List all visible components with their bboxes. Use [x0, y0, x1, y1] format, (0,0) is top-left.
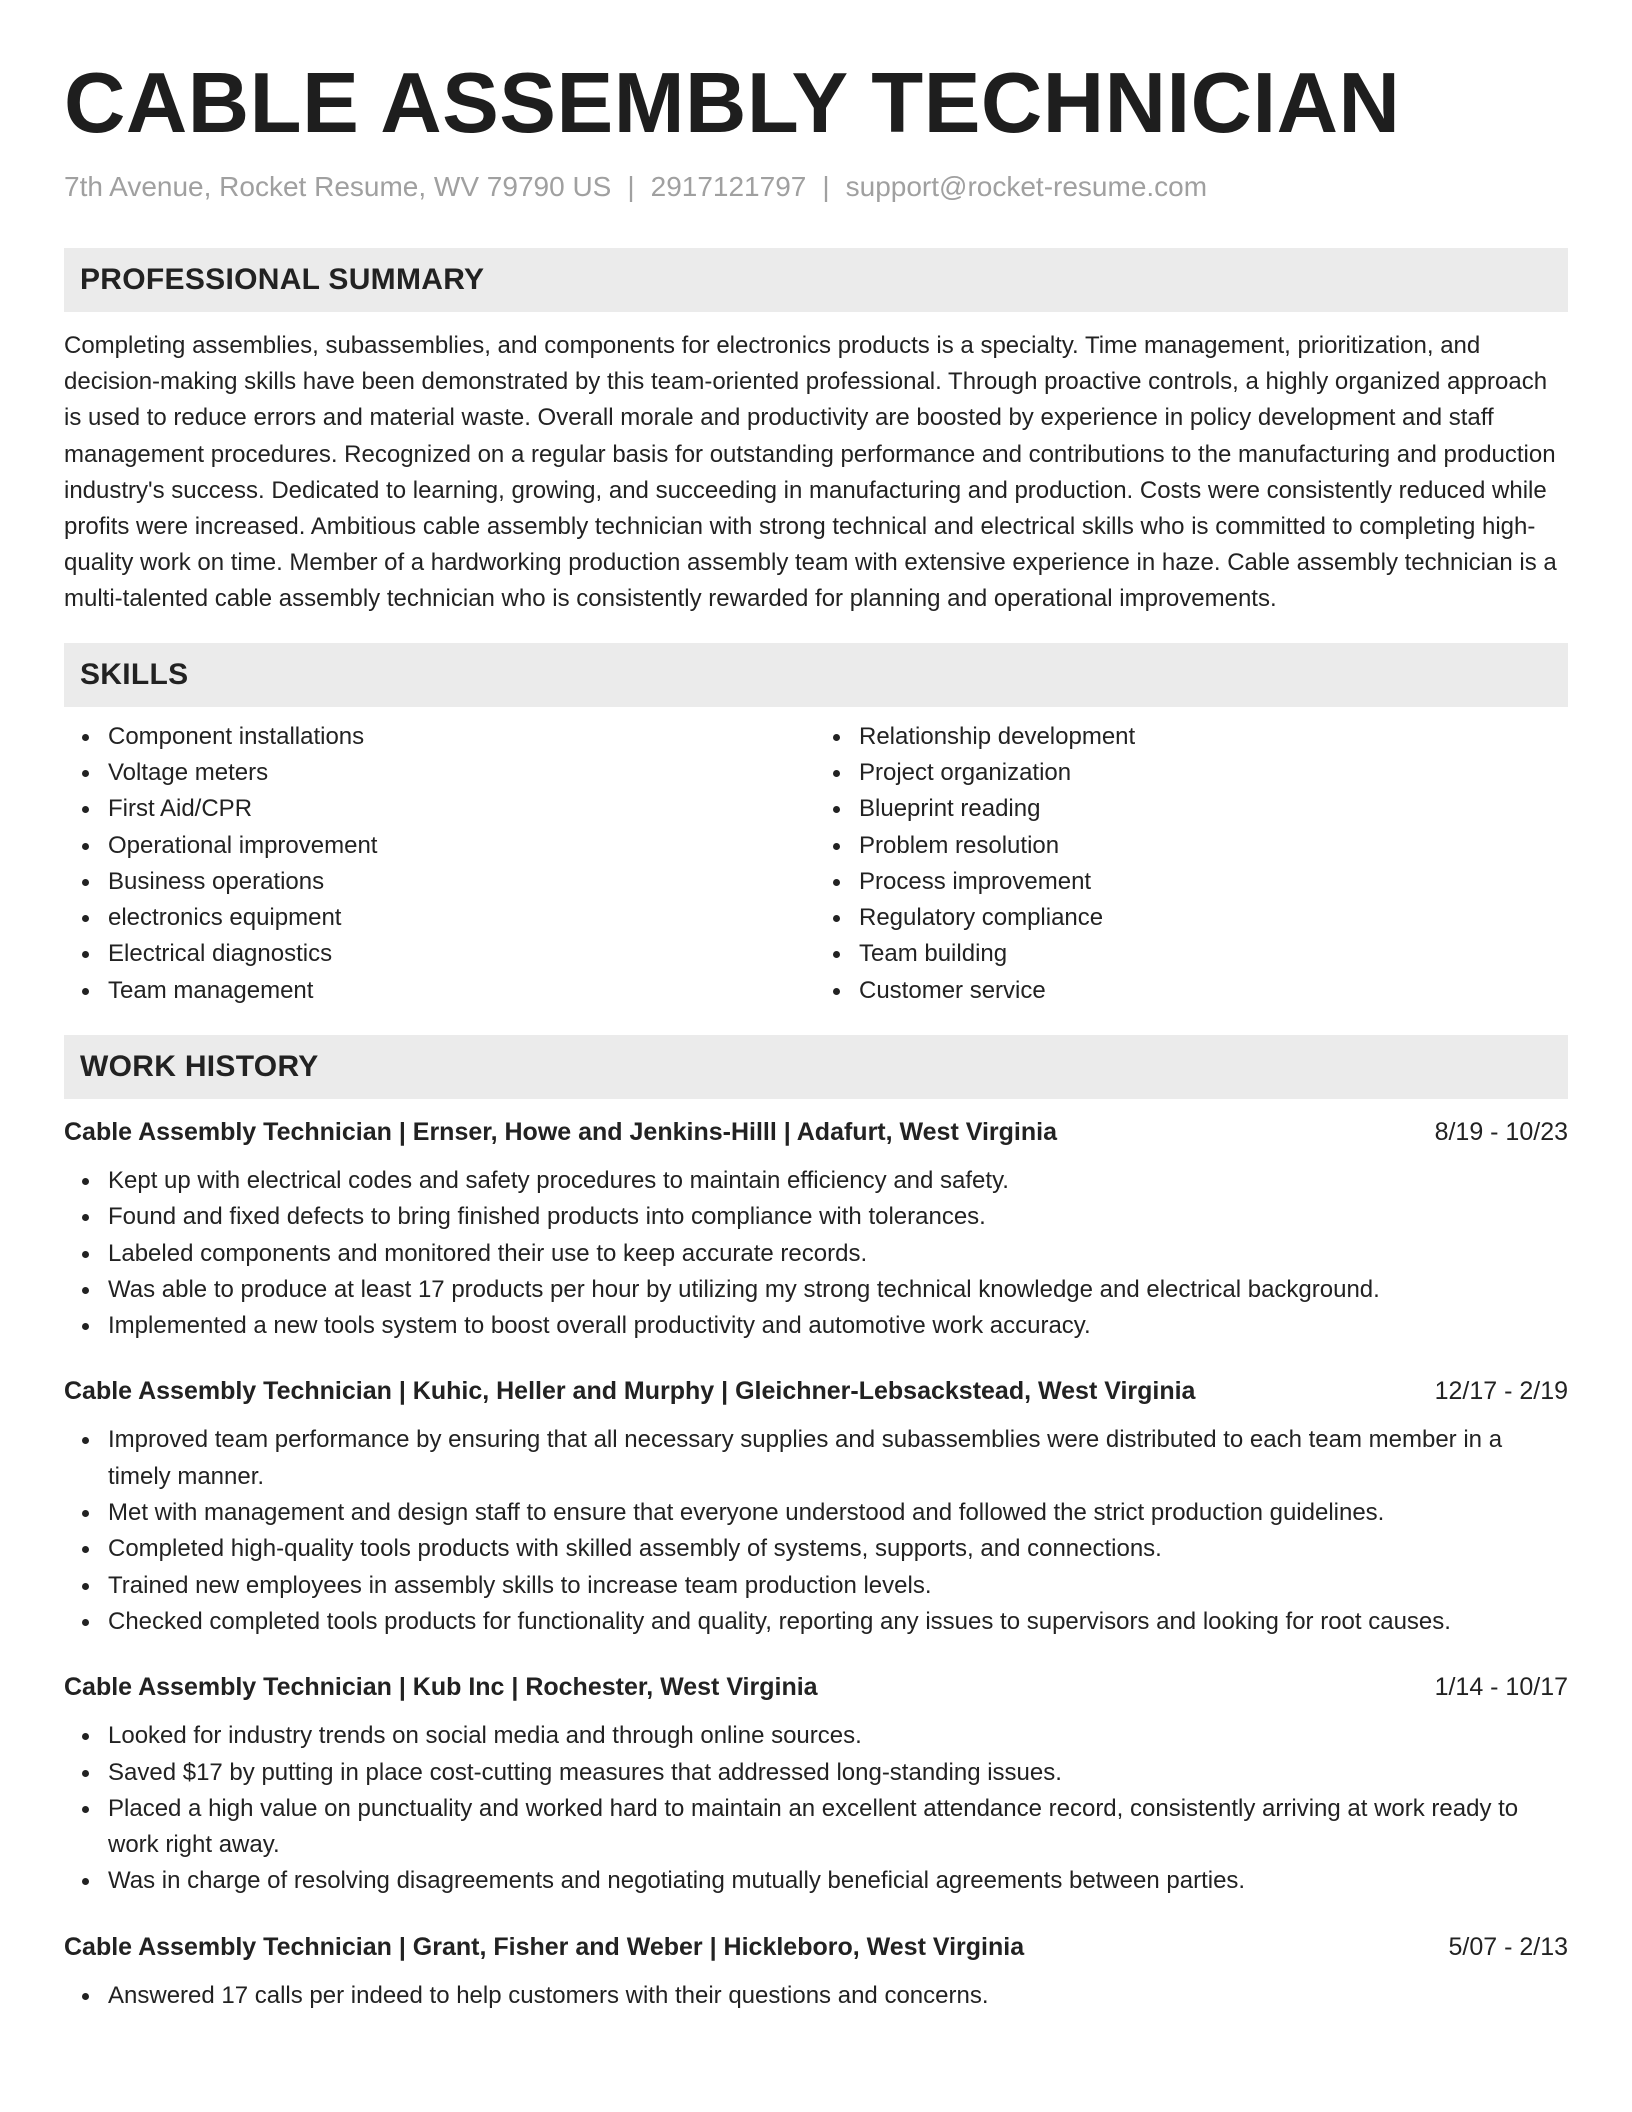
section-header-skills: SKILLS — [64, 643, 1568, 707]
job-bullet: Trained new employees in assembly skills to increase team production levels. — [108, 1568, 1568, 1604]
contact-line — [64, 170, 1568, 204]
job-dates: 1/14 - 10/17 — [1434, 1673, 1568, 1702]
contact-email: support@rocket-resume.com — [845, 171, 1208, 202]
skill-item: Problem resolution — [859, 828, 1568, 864]
job-bullet: Labeled components and monitored their use to keep accurate records. — [108, 1236, 1568, 1272]
skill-item: Blueprint reading — [859, 791, 1568, 827]
job-entry — [64, 1115, 1568, 1344]
job-bullet: Saved $17 by putting in place cost-cutting measures that addressed long-standing issues. — [108, 1755, 1568, 1791]
contact-phone: 2917121797 — [650, 171, 807, 202]
resume-page — [64, 0, 1568, 2014]
job-dates: 12/17 - 2/19 — [1434, 1377, 1568, 1406]
job-bullet: Kept up with electrical codes and safety procedures to maintain efficiency and safety. — [108, 1163, 1568, 1199]
skill-item: Project organization — [859, 755, 1568, 791]
job-title: Cable Assembly Technician | Kub Inc | Rochester, West Virginia — [64, 1673, 818, 1702]
skill-item: Operational improvement — [108, 828, 817, 864]
job-header — [64, 1374, 1568, 1408]
job-bullet: Placed a high value on punctuality and worked hard to maintain an excellent attendance record, consistently arriving at work ready to work right away. — [108, 1791, 1568, 1864]
skill-item: Process improvement — [859, 864, 1568, 900]
skill-item: First Aid/CPR — [108, 791, 817, 827]
job-title: Cable Assembly Technician | Ernser, Howe and Jenkins-Hilll | Adafurt, West Virginia — [64, 1118, 1057, 1146]
skill-item: Customer service — [859, 973, 1568, 1009]
skill-item: Team management — [108, 973, 817, 1009]
section-header-work-history: WORK HISTORY — [64, 1035, 1568, 1099]
job-header — [64, 1115, 1568, 1149]
job-bullet: Checked completed tools products for functionality and quality, reporting any issues to supervisors and looking for root causes. — [108, 1604, 1568, 1640]
job-bullet: Was able to produce at least 17 products per hour by utilizing my strong technical knowledge and electrical background. — [108, 1272, 1568, 1308]
skill-item: Business operations — [108, 864, 817, 900]
job-entry — [64, 1374, 1568, 1640]
skill-item: Component installations — [108, 719, 817, 755]
skill-item: Team building — [859, 936, 1568, 972]
section-header-summary: PROFESSIONAL SUMMARY — [64, 248, 1568, 312]
skill-item: Regulatory compliance — [859, 900, 1568, 936]
contact-separator: | — [822, 171, 830, 202]
job-dates: 8/19 - 10/23 — [1434, 1118, 1568, 1146]
job-bullet: Looked for industry trends on social media and through online sources. — [108, 1718, 1568, 1754]
job-bullet: Improved team performance by ensuring that all necessary supplies and subassemblies were distributed to each team member in a timely manner. — [108, 1422, 1568, 1495]
job-entry — [64, 1930, 1568, 2014]
job-bullet: Completed high-quality tools products with skilled assembly of systems, supports, and connections. — [108, 1531, 1568, 1567]
skill-item: electronics equipment — [108, 900, 817, 936]
job-bullets — [64, 1422, 1568, 1640]
job-bullets — [64, 1163, 1568, 1344]
job-bullet: Implemented a new tools system to boost overall productivity and automotive work accuracy. — [108, 1308, 1568, 1344]
skills-grid — [64, 719, 1568, 1009]
job-entry — [64, 1670, 1568, 1899]
job-bullet: Found and fixed defects to bring finished products into compliance with tolerances. — [108, 1199, 1568, 1235]
job-dates: 5/07 - 2/13 — [1448, 1932, 1568, 1961]
skills-column-right — [817, 719, 1568, 1009]
contact-separator: | — [627, 171, 635, 202]
job-bullet: Met with management and design staff to ensure that everyone understood and followed the strict production guidelines. — [108, 1495, 1568, 1531]
resume-name: CABLE ASSEMBLY TECHNICIAN — [64, 56, 1401, 151]
job-header — [64, 1930, 1568, 1964]
skills-column-left — [64, 719, 817, 1009]
skill-item: Electrical diagnostics — [108, 936, 817, 972]
summary-text: Completing assemblies, subassemblies, and components for electronics products is a specialty. Time management, prioritization, and decision-making skills have been demonstrated by this team-oriented professional. Through proactive controls, a highly organized approach is used to reduce errors and material waste. Overall morale and productivity are boosted by experience in policy development and staff management procedures. Recognized on a regular basis for outstanding performance and contributions to the manufacturing and production industry's success. Dedicated to learning, growing, and succeeding in manufacturing and production. Costs were consistently reduced while profits were increased. Ambitious cable assembly technician with strong technical and electrical skills who is committed to completing high-quality work on time. Member of a hardworking production assembly team with extensive experience in haze. Cable assembly technician is a multi-talented cable assembly technician who is consistently rewarded for planning and operational improvements. — [64, 332, 1557, 613]
job-bullet: Was in charge of resolving disagreements and negotiating mutually beneficial agreements between parties. — [108, 1863, 1568, 1899]
job-bullets — [64, 1718, 1568, 1899]
skill-item: Voltage meters — [108, 755, 817, 791]
job-title: Cable Assembly Technician | Kuhic, Heller and Murphy | Gleichner-Lebsackstead, West Virginia — [64, 1377, 1196, 1406]
contact-address: 7th Avenue, Rocket Resume, WV 79790 US — [64, 171, 612, 202]
job-bullet: Answered 17 calls per indeed to help customers with their questions and concerns. — [108, 1978, 1568, 2014]
skill-item: Relationship development — [859, 719, 1568, 755]
job-title: Cable Assembly Technician | Grant, Fisher and Weber | Hickleboro, West Virginia — [64, 1932, 1025, 1961]
job-header — [64, 1670, 1568, 1704]
job-bullets — [64, 1978, 1568, 2014]
